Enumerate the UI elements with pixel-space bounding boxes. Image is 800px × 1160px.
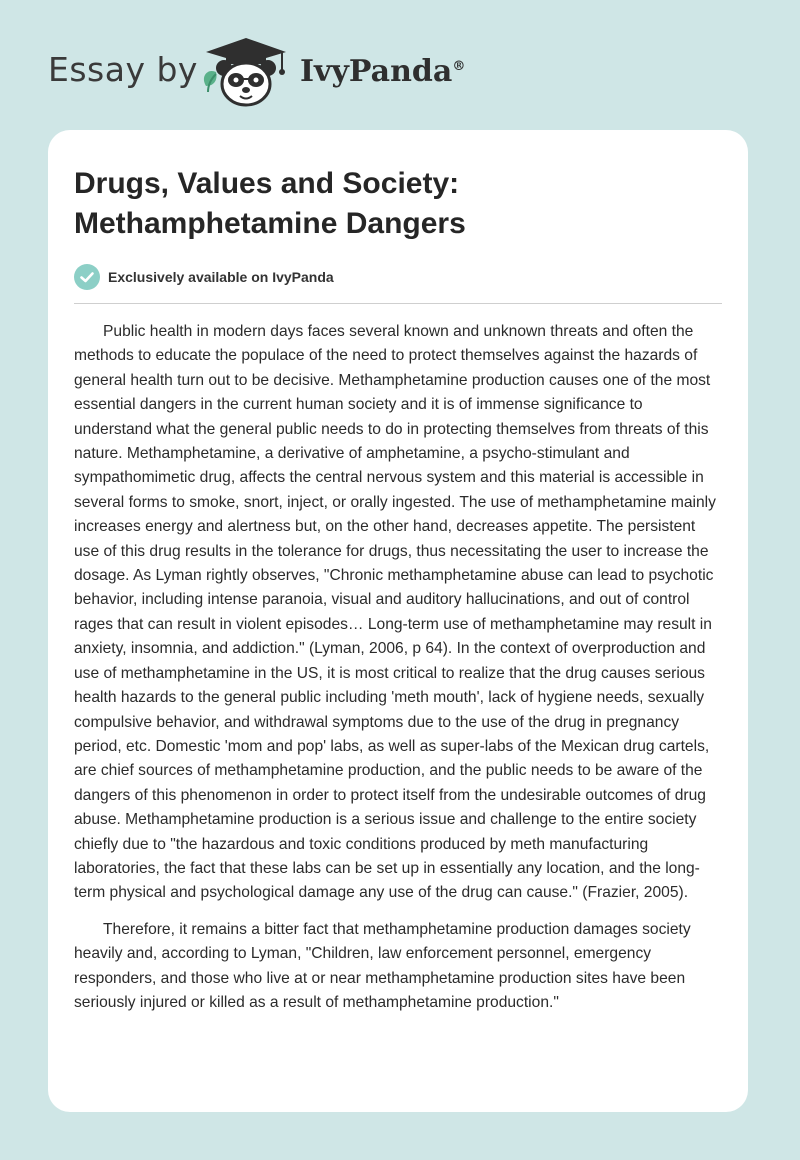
essay-by-label: Essay by [48,50,198,89]
registered-mark: ® [452,59,466,74]
paragraph: Public health in modern days faces several known and unknown threats and often the methods to educate the populace of the need to protect themselves against the hazards of general health turn out to be decisive. Methamphetamine production causes one of the most essential dangers in the current human society and it is of immense significance to understand what the general public needs to do in protecting themselves from threats of this nature. Methamphetamine, a derivative of amphetamine, a psycho-stimulant and sympathomimetic drug, affects the central nervous system and this material is accessible in several forms to smoke, snort, inject, or orally ingested. The use of methamphetamine mainly increases energy and alertness but, on the other hand, decreases appetite. The persistent use of this drug results in the tolerance for drugs, thus necessitating the user to increase the dosage. As Lyman rightly observes, "Chronic methamphetamine abuse can lead to psychotic behavior, including intense paranoia, visual and auditory hallucinations, and out of control rages that can result in violent episodes… Long-term use of methamphetamine may result in anxiety, insomnia, and addiction." (Lyman, 2006, p 64). In the context of overproduction and use of methamphetamine in the US, it is most critical to realize that the drug causes serious health hazards to the general public including 'meth mouth', lack of hygiene needs, sexually compulsive behavior, and withdrawal symptoms due to the use of the drug in pregnancy period, etc. Domestic 'mom and pop' labs, as well as super-labs of the Mexican drug cartels, are chief sources of methamphetamine production, and the public needs to be aware of the dangers of this phenomenon in order to protect itself from the undesirable outcomes of drug abuse. Methamphetamine production is a serious issue and challenge to the entire society chiefly due to "the hazardous and toxic conditions produced by meth manufacturing laboratories, the fact that these labs can be set up in essentially any location, and the long-term physical and psychological damage any use of the drug can cause." (Frazier, 2005). [74,323,716,902]
brand-name-text: IvyPanda [300,54,453,89]
panda-logo-icon[interactable] [198,34,294,110]
brand-name[interactable] [300,54,465,89]
essay-card [48,130,748,1112]
divider [74,303,722,304]
exclusive-badge-text: Exclusively available on IvyPanda [108,269,334,285]
title-line-1: Drugs, Values and Society: [74,167,460,200]
essay-body [74,320,724,1027]
essay-title [74,164,714,244]
title-line-2: Methamphetamine Dangers [74,207,466,240]
site-header [0,0,800,130]
checkmark-icon [74,264,100,290]
paragraph: Therefore, it remains a bitter fact that methamphetamine production damages society heavily and, according to Lyman, "Children, law enforcement personnel, emergency responders, and those who live at or near methamphetamine production sites have been seriously injured or killed as a result of methamphetamine production." [74,920,691,1011]
